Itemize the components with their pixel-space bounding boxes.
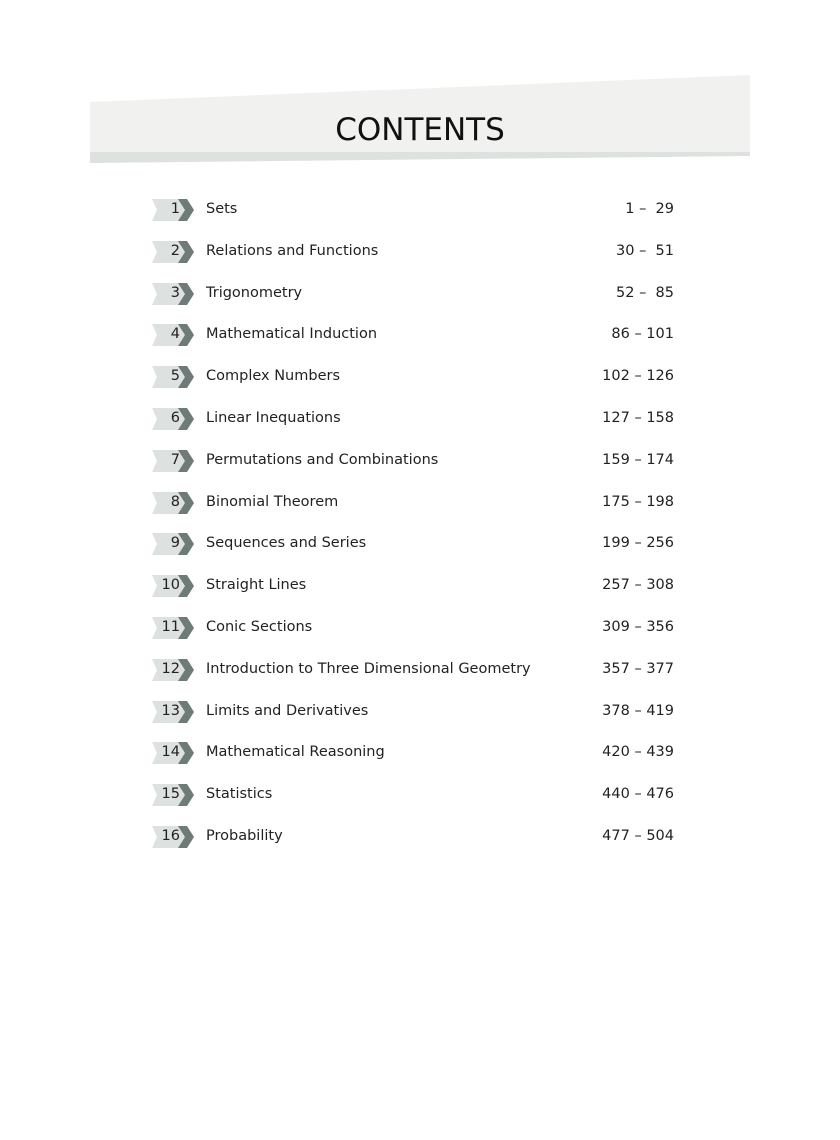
chapter-pages: 309 – 356 bbox=[602, 619, 674, 635]
chapter-title[interactable]: Permutations and Combinations bbox=[206, 451, 439, 468]
chapter-row[interactable] bbox=[150, 783, 674, 807]
chapter-number: 5 bbox=[170, 368, 180, 385]
chapter-number: 13 bbox=[161, 702, 180, 719]
chapter-title[interactable]: Relations and Functions bbox=[206, 242, 379, 259]
chapter-row[interactable] bbox=[150, 365, 674, 389]
chapter-number: 9 bbox=[170, 535, 180, 552]
chapter-row[interactable] bbox=[150, 658, 674, 682]
header-banner bbox=[0, 0, 840, 180]
chapter-title[interactable]: Sequences and Series bbox=[206, 535, 367, 552]
chapter-row[interactable] bbox=[150, 700, 674, 724]
chapter-number: 6 bbox=[170, 410, 180, 426]
chapter-row[interactable] bbox=[150, 449, 674, 473]
chapter-pages: 1 – 29 bbox=[625, 201, 674, 217]
chapter-row[interactable] bbox=[150, 198, 674, 222]
chapter-number: 1 bbox=[170, 201, 180, 217]
chapter-number: 2 bbox=[170, 242, 180, 259]
chapter-title[interactable]: Mathematical Reasoning bbox=[206, 744, 385, 761]
chapter-number: 4 bbox=[170, 326, 180, 343]
chapter-pages: 52 – 85 bbox=[616, 284, 674, 301]
chapter-title[interactable]: Sets bbox=[206, 201, 238, 217]
chapter-title[interactable]: Mathematical Induction bbox=[206, 326, 378, 343]
chapter-number: 8 bbox=[170, 493, 180, 510]
chapter-pages: 257 – 308 bbox=[602, 577, 674, 594]
chapter-number: 15 bbox=[161, 786, 180, 803]
chapter-row[interactable] bbox=[150, 323, 674, 347]
chapter-pages: 420 – 439 bbox=[602, 744, 674, 761]
chapter-title[interactable]: Conic Sections bbox=[206, 619, 313, 635]
chapter-pages: 477 – 504 bbox=[602, 828, 674, 844]
chapter-pages: 30 – 51 bbox=[616, 242, 674, 259]
chapter-pages: 357 – 377 bbox=[602, 660, 674, 677]
chapter-row[interactable] bbox=[150, 532, 674, 556]
chapter-title[interactable]: Binomial Theorem bbox=[206, 493, 339, 510]
chapter-title[interactable]: Linear Inequations bbox=[206, 410, 341, 426]
chapter-title[interactable]: Complex Numbers bbox=[206, 368, 341, 385]
chapter-title[interactable]: Straight Lines bbox=[206, 577, 307, 594]
chapter-number: 3 bbox=[170, 284, 180, 301]
page-title: CONTENTS bbox=[335, 112, 505, 148]
chapter-row[interactable] bbox=[150, 407, 674, 431]
chapter-title[interactable]: Probability bbox=[206, 828, 283, 844]
chapter-pages: 127 – 158 bbox=[602, 410, 674, 426]
chapter-pages: 159 – 174 bbox=[602, 451, 674, 468]
chapter-title[interactable]: Introduction to Three Dimensional Geometry bbox=[206, 660, 531, 677]
chapter-title[interactable]: Limits and Derivatives bbox=[206, 702, 369, 719]
chapter-pages: 102 – 126 bbox=[602, 368, 674, 385]
chapter-number: 11 bbox=[161, 619, 180, 635]
chapter-pages: 440 – 476 bbox=[602, 786, 674, 803]
chapter-number: 10 bbox=[161, 577, 180, 594]
chapter-number: 16 bbox=[161, 828, 180, 844]
chapter-row[interactable] bbox=[150, 574, 674, 598]
chapter-pages: 175 – 198 bbox=[602, 493, 674, 510]
chapter-number: 14 bbox=[161, 744, 180, 761]
chapter-number: 7 bbox=[170, 451, 180, 468]
chapter-row[interactable] bbox=[150, 741, 674, 765]
chapter-title[interactable]: Trigonometry bbox=[206, 284, 303, 301]
chapter-pages: 378 – 419 bbox=[602, 702, 674, 719]
chapter-pages: 86 – 101 bbox=[611, 326, 674, 343]
chapter-row[interactable] bbox=[150, 616, 674, 640]
chapter-title[interactable]: Statistics bbox=[206, 786, 273, 803]
chapter-row[interactable] bbox=[150, 282, 674, 306]
chapter-row[interactable] bbox=[150, 491, 674, 515]
chapter-pages: 199 – 256 bbox=[602, 535, 674, 552]
chapter-row[interactable] bbox=[150, 240, 674, 264]
chapter-row[interactable] bbox=[150, 825, 674, 849]
chapter-number: 12 bbox=[161, 660, 180, 677]
